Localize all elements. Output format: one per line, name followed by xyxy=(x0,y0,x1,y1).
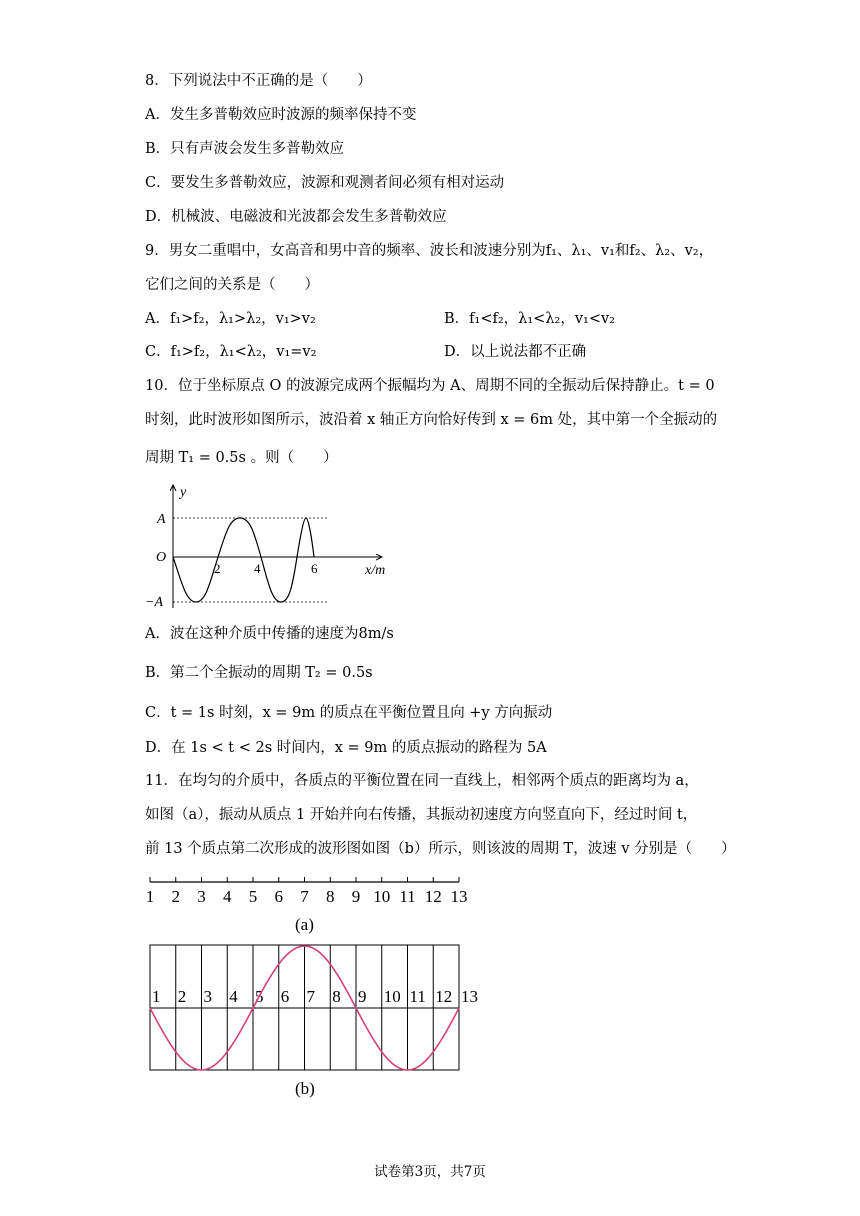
point-label: 6 xyxy=(280,987,290,1006)
y-label-o: O xyxy=(156,550,167,565)
point-label: 8 xyxy=(326,887,335,906)
q11-figure-a xyxy=(140,874,480,936)
q8-option-c: C．要发生多普勒效应，波源和观测者间必须有相对运动 xyxy=(145,175,505,191)
q10-stem-line3: 周期 T₁ = 0.5s 。则（ ） xyxy=(145,450,338,466)
x-tick-6: 6 xyxy=(311,561,318,576)
point-label: 3 xyxy=(197,887,206,906)
q11-stem-line2: 如图（a），振动从质点 1 开始并向右传播，其振动初速度方向竖直向下，经过时间 t， xyxy=(145,807,698,823)
q11-figure-b xyxy=(140,942,480,1102)
q9-option-d: D．以上说法都不正确 xyxy=(444,344,587,360)
point-label: 13 xyxy=(450,887,468,906)
q9-stem-line2: 它们之间的关系是（ ） xyxy=(145,277,319,293)
q10-stem-line1: 10．位于坐标原点 O 的波源完成两个振幅均为 A、周期不同的全振动后保持静止。t = 0 xyxy=(145,378,715,394)
point-label: 4 xyxy=(223,887,232,906)
point-label: 9 xyxy=(358,987,367,1006)
point-label: 9 xyxy=(351,887,361,906)
q10-option-c: C．t = 1s 时刻，x = 9m 的质点在平衡位置且向 +y 方向振动 xyxy=(145,705,553,721)
point-label: 3 xyxy=(203,987,212,1006)
point-label: 5 xyxy=(255,987,264,1006)
point-label: 4 xyxy=(229,987,238,1006)
point-label: 11 xyxy=(399,887,416,906)
figure-b-caption: (b) xyxy=(295,1079,315,1098)
q8-stem: 8．下列说法中不正确的是（ ） xyxy=(145,73,372,89)
point-label: 8 xyxy=(332,987,341,1006)
page-footer: 试卷第3页，共7页 xyxy=(374,1164,486,1180)
figure-a-caption: (a) xyxy=(295,915,314,934)
point-label: 6 xyxy=(274,887,283,906)
q10-option-b: B．第二个全振动的周期 T₂ = 0.5s xyxy=(145,665,373,681)
q11-stem-line1: 11．在均匀的介质中，各质点的平衡位置在同一直线上，相邻两个质点的距离均为 a， xyxy=(145,773,699,789)
point-label: 1 xyxy=(152,987,161,1006)
q9-option-a: A．f₁>f₂，λ₁>λ₂，v₁>v₂ xyxy=(145,311,316,327)
point-label: 11 xyxy=(409,987,426,1006)
waveform xyxy=(173,518,314,602)
q9-stem-line1: 9．男女二重唱中，女高音和男中音的频率、波长和波速分别为f₁、λ₁、v₁和f₂、λ₂、v₂， xyxy=(145,243,714,259)
point-label: 2 xyxy=(177,987,187,1006)
point-label: 2 xyxy=(171,887,180,906)
q8-option-a: A．发生多普勒效应时波源的频率保持不变 xyxy=(145,107,417,123)
q9-option-c: C．f₁>f₂，λ₁<λ₂，v₁=v₂ xyxy=(145,344,317,360)
x-axis-label: x/m xyxy=(365,563,386,578)
point-label: 10 xyxy=(373,887,391,906)
q8-option-b: B．只有声波会发生多普勒效应 xyxy=(145,141,345,157)
x-tick-2: 2 xyxy=(214,561,221,576)
q10-wave-graph xyxy=(140,478,400,613)
y-label-neg-a: −A xyxy=(145,595,163,610)
q10-option-d: D．在 1s < t < 2s 时间内，x = 9m 的质点振动的路程为 5A xyxy=(145,740,547,756)
point-label: 7 xyxy=(300,887,309,906)
q8-option-d: D．机械波、电磁波和光波都会发生多普勒效应 xyxy=(145,209,447,225)
point-label: 10 xyxy=(383,987,401,1006)
q9-option-b: B．f₁<f₂，λ₁<λ₂，v₁<v₂ xyxy=(444,311,615,327)
y-label-a: A xyxy=(157,512,166,527)
y-axis-label: y xyxy=(180,485,187,500)
point-label: 12 xyxy=(435,987,453,1006)
q11-stem-line3: 前 13 个质点第二次形成的波形图如图（b）所示，则该波的周期 T，波速 v 分别是（ ） xyxy=(145,841,736,857)
point-label: 5 xyxy=(248,887,258,906)
point-label: 1 xyxy=(145,887,155,906)
point-label: 12 xyxy=(424,887,442,906)
x-tick-4: 4 xyxy=(254,561,261,576)
q10-option-a: A．波在这种介质中传播的速度为8m/s xyxy=(145,626,394,642)
point-label: 7 xyxy=(306,987,315,1006)
q10-stem-line2: 时刻，此时波形如图所示，波沿着 x 轴正方向恰好传到 x = 6m 处，其中第一个全振动的 xyxy=(145,412,718,428)
point-label: 13 xyxy=(461,987,478,1006)
